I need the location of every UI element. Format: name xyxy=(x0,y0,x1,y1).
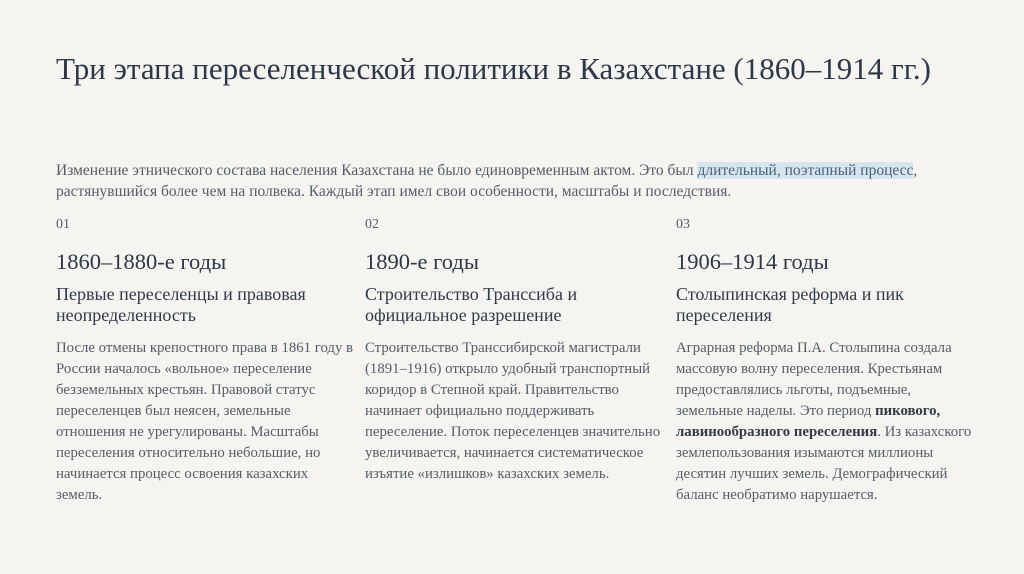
stage-years: 1890-е годы xyxy=(365,249,479,274)
stage-text-end: . Из казахского землепользования изымаются миллионы десятин лучших земель. Демографический баланс необратимо нарушается. xyxy=(676,424,972,503)
stage-text-start: Аграрная реформа П.А. Столыпина создала массовую волну переселения. Крестьянам предоставлялись льготы, подъемные, земельные наделы. Это период xyxy=(676,340,952,419)
stage-description: Строительство Транссибирской магистрали (1891–1916) открыло удобный транспортный коридор в Степной край. Правительство начинает официально поддерживать переселение. Поток переселенцев значительно увеличивается, начинается систематическое изъятие «излишков» казахских земель. xyxy=(365,340,661,482)
stage-description: После отмены крепостного права в 1861 году в России началось «вольное» переселение безземельных крестьян. Правовой статус переселенцев был неясен, земельные отношения не урегулированы. Масштабы переселения относительно небольшие, но начинается процесс освоения казахских земель. xyxy=(56,340,354,503)
stage-number: 03 xyxy=(676,217,690,232)
intro-text-start: Изменение этнического состава населения Казахстана не было единовременным актом. Это был xyxy=(56,162,698,179)
stage-number: 02 xyxy=(365,217,379,232)
intro-highlight: длительный, поэтапный процесс xyxy=(697,162,914,179)
intro-text-end: , растянувшийся более чем на полвека. Каждый этап имел свои особенности, масштабы и последствия. xyxy=(56,162,918,200)
stage-text-bold: пикового, лавинообразного переселения xyxy=(676,403,941,440)
stage-column-1 xyxy=(56,217,356,506)
stage-years: 1906–1914 годы xyxy=(676,249,829,274)
stage-subtitle: Столыпинская реформа и пик переселения xyxy=(676,284,904,325)
stage-years: 1860–1880-е годы xyxy=(56,249,227,274)
stage-subtitle: Строительство Транссиба и официальное разрешение xyxy=(365,284,578,325)
stage-description xyxy=(676,338,976,506)
stage-column-3 xyxy=(676,217,976,506)
stage-column-2 xyxy=(365,217,665,485)
page-title: Три этапа переселенческой политики в Казахстане (1860–1914 гг.) xyxy=(56,51,932,86)
stage-subtitle: Первые переселенцы и правовая неопределенность xyxy=(56,284,306,325)
stage-number: 01 xyxy=(56,217,70,232)
intro-paragraph xyxy=(56,160,956,202)
